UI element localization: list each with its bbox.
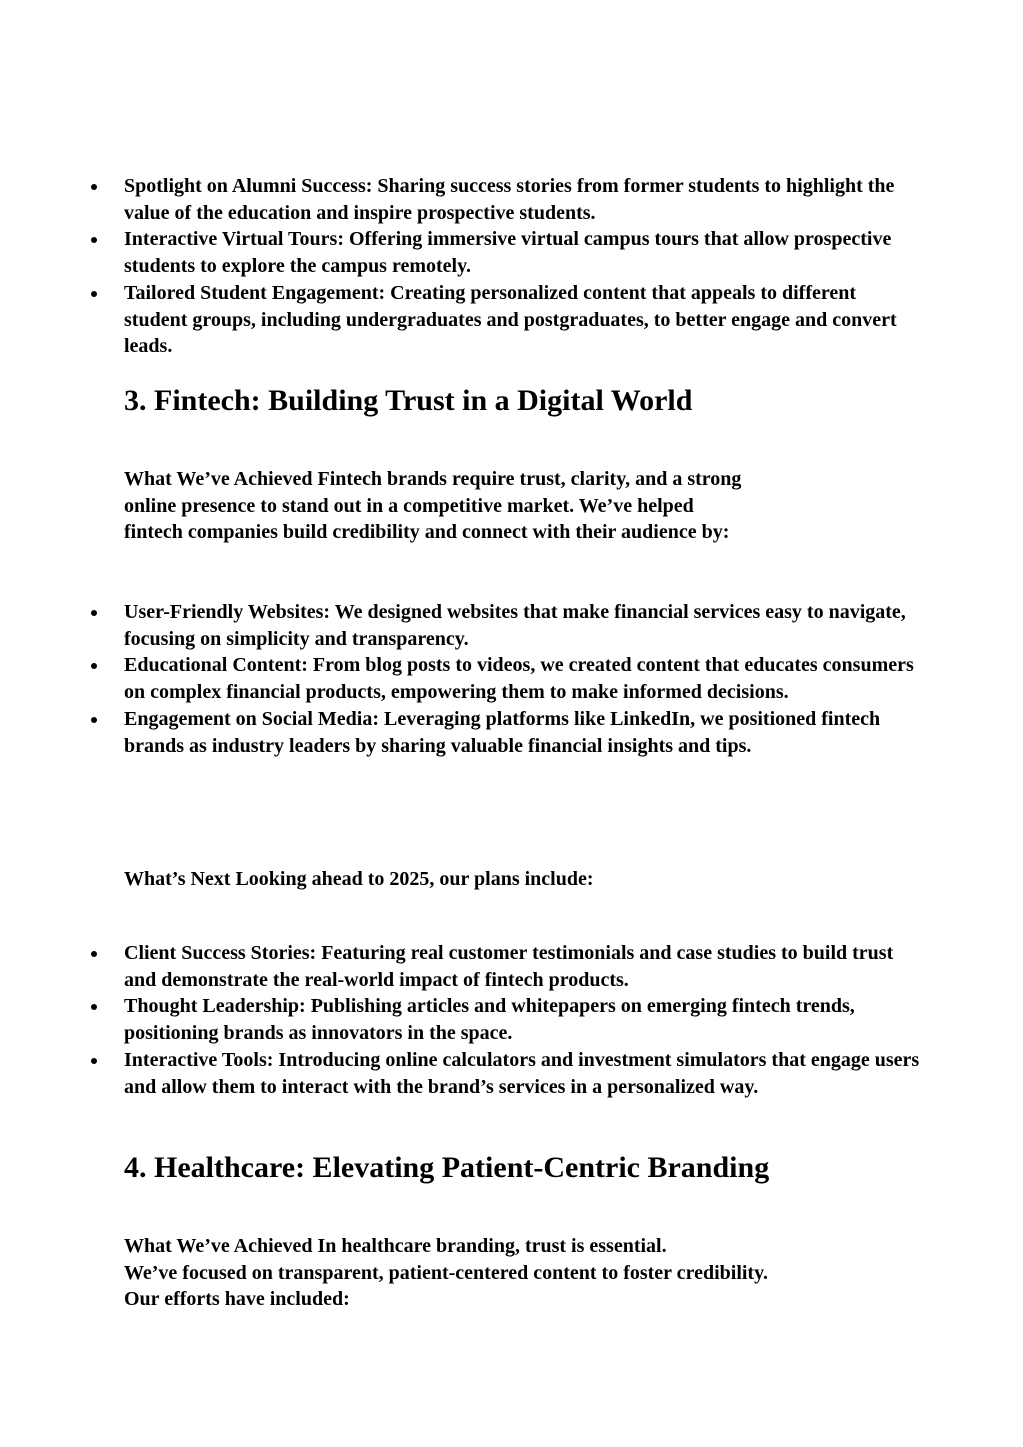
list-item: Interactive Virtual Tours: Offering immersive virtual campus tours that allow prospective students to explore the campus remotely. [0, 226, 1023, 279]
bullet-icon [91, 184, 97, 190]
section-4-achieved-paragraph [0, 1233, 1023, 1313]
list-item: Client Success Stories: Featuring real customer testimonials and case studies to build trust and demonstrate the real-world impact of fintech products. [0, 940, 1023, 993]
section-heading: 3. Fintech: Building Trust in a Digital World [124, 384, 693, 417]
bullet-icon [91, 1058, 97, 1064]
paragraph: What We’ve Achieved In healthcare branding, trust is essential. We’ve focused on transparent, patient-centered content to foster credibility. Our efforts have included: [124, 1235, 768, 1311]
list-item: Engagement on Social Media: Leveraging platforms like LinkedIn, we positioned fintech brands as industry leaders by sharing valuable financial insights and tips. [0, 706, 1023, 759]
list-item: Tailored Student Engagement: Creating personalized content that appeals to different student groups, including undergraduates and postgraduates, to better engage and convert leads. [0, 280, 1023, 360]
section-heading: 4. Healthcare: Elevating Patient-Centric Branding [124, 1151, 770, 1184]
bullet-icon [91, 663, 97, 669]
section-3-achieved-paragraph [0, 466, 1023, 546]
bullet-icon [91, 951, 97, 957]
list-item: User-Friendly Websites: We designed websites that make financial services easy to navigate, focusing on simplicity and transparency. [0, 599, 1023, 652]
bullet-icon [91, 717, 97, 723]
bullet-icon [91, 1004, 97, 1010]
bullet-icon [91, 291, 97, 297]
section-4-heading-block [0, 1150, 1023, 1186]
section-3-heading-block [0, 383, 1023, 419]
section-3-next-paragraph [0, 866, 1023, 893]
list-item: Interactive Tools: Introducing online calculators and investment simulators that engage users and allow them to interact with the brand’s services in a personalized way. [0, 1047, 1023, 1100]
paragraph: What’s Next Looking ahead to 2025, our plans include: [124, 868, 594, 890]
bullet-list-fintech-next [0, 940, 1023, 1100]
bullet-list-education [0, 173, 1023, 360]
paragraph: What We’ve Achieved Fintech brands require trust, clarity, and a strong online presence to stand out in a competitive market. We’ve helped fintech companies build credibility and connect with their audience by: [124, 468, 742, 544]
bullet-list-fintech-achieved [0, 599, 1023, 759]
bullet-icon [91, 237, 97, 243]
bullet-icon [91, 610, 97, 616]
list-item: Thought Leadership: Publishing articles and whitepapers on emerging fintech trends, positioning brands as innovators in the space. [0, 993, 1023, 1046]
list-item: Educational Content: From blog posts to videos, we created content that educates consumers on complex financial products, empowering them to make informed decisions. [0, 652, 1023, 705]
list-item: Spotlight on Alumni Success: Sharing success stories from former students to highlight the value of the education and inspire prospective students. [0, 173, 1023, 226]
